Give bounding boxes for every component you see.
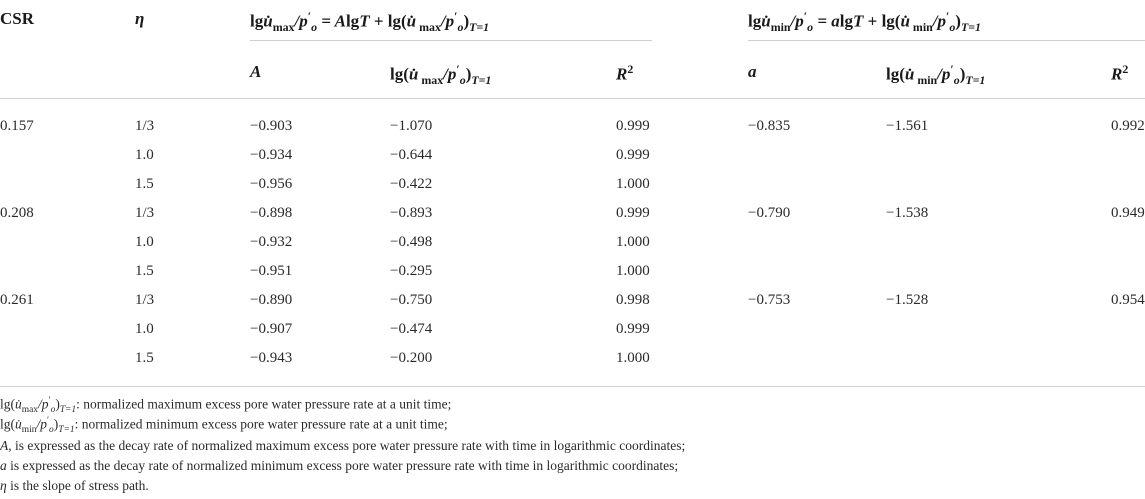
cell-R2-min: 0.992 [1111,118,1145,134]
cell-a: −0.753 [748,292,791,308]
header-lg-max-T1: lg(u̇ $_{max}/p'_o)_{T=1}$ [390,62,492,88]
header-csr: CSR [0,9,35,28]
cell-lg-min: −1.538 [886,205,929,221]
cell-lg-min: −1.561 [886,118,929,134]
cell-eta: 1/3 [135,292,155,308]
note-max-rate: $\lg(u̇_{max}/p'_o)_{T=1}$: normalized maximum excess pore water pressure rate at a unit time; [0,396,452,416]
cell-R2-min: 0.949 [1111,205,1145,221]
cell-eta: 1.0 [135,321,154,337]
cell-R2-max: 1.000 [616,263,650,279]
note-a-definition: a is expressed as the decay rate of normalized minimum excess pore water pressure rate with time in logarithmic coordinates; [0,458,679,473]
cell-R2-max: 0.999 [616,205,650,221]
group-max-underline [250,40,652,41]
cell-R2-min: 0.954 [1111,292,1145,308]
note-A-definition: A, is expressed as the decay rate of normalized maximum excess pore water pressure rate with time in logarithmic coordinates; [0,438,686,453]
cell-R2-max: 0.999 [616,321,650,337]
eta-symbol: η [135,9,145,28]
cell-lg-max: −0.295 [390,263,433,279]
header-R2-max: $R^2$ [616,62,634,84]
cell-eta: 1.0 [135,147,154,163]
cell-R2-max: 1.000 [616,234,650,250]
table-bottom-rule [0,386,1145,387]
cell-A: −0.932 [250,234,293,250]
header-group-min-equation: $\lg u̇_{min}/p'_o = algT$ + lg(u̇ $_{min}/p'_o)_{T=1}$ [748,9,981,35]
cell-A: −0.943 [250,350,293,366]
cell-lg-max: −0.498 [390,234,433,250]
cell-R2-max: 1.000 [616,176,650,192]
cell-lg-max: −0.422 [390,176,433,192]
cell-A: −0.903 [250,118,293,134]
cell-lg-min: −1.528 [886,292,929,308]
cell-R2-max: 0.998 [616,292,650,308]
cell-A: −0.956 [250,176,293,192]
cell-eta: 1.5 [135,350,154,366]
cell-lg-max: −0.750 [390,292,433,308]
cell-csr: 0.208 [0,205,34,221]
cell-lg-max: −1.070 [390,118,433,134]
cell-eta: 1.5 [135,176,154,192]
header-R2-min: $R^2$ [1111,62,1129,84]
group-min-underline [748,40,1145,41]
note-eta-definition: η is the slope of stress path. [0,478,149,493]
cell-eta: 1.5 [135,263,154,279]
header-group-max-equation: $\lg u̇_{max}/p'_o = AlgT$ + lg(u̇ $_{max}/p'_o)_{T=1}$ [250,9,490,35]
cell-lg-max: −0.893 [390,205,433,221]
cell-eta: 1.0 [135,234,154,250]
cell-a: −0.790 [748,205,791,221]
header-A: A [250,62,262,81]
cell-A: −0.890 [250,292,293,308]
cell-a: −0.835 [748,118,791,134]
cell-lg-max: −0.200 [390,350,433,366]
header-lg-min-T1: lg(u̇ $_{min}/p'_o)_{T=1}$ [886,62,986,88]
cell-csr: 0.157 [0,118,34,134]
cell-A: −0.951 [250,263,293,279]
cell-A: −0.907 [250,321,293,337]
cell-lg-max: −0.644 [390,147,433,163]
cell-A: −0.898 [250,205,293,221]
cell-csr: 0.261 [0,292,34,308]
cell-eta: 1/3 [135,205,155,221]
cell-R2-max: 0.999 [616,147,650,163]
header-bottom-rule [0,98,1145,99]
header-a: a [748,62,757,81]
cell-A: −0.934 [250,147,293,163]
note-min-rate: $\lg(u̇_{min}/p'_o)_{T=1}$: normalized minimum excess pore water pressure rate at a unit time; [0,416,448,436]
cell-R2-max: 0.999 [616,118,650,134]
cell-lg-max: −0.474 [390,321,433,337]
header-eta [135,9,144,29]
cell-R2-max: 1.000 [616,350,650,366]
cell-eta: 1/3 [135,118,155,134]
